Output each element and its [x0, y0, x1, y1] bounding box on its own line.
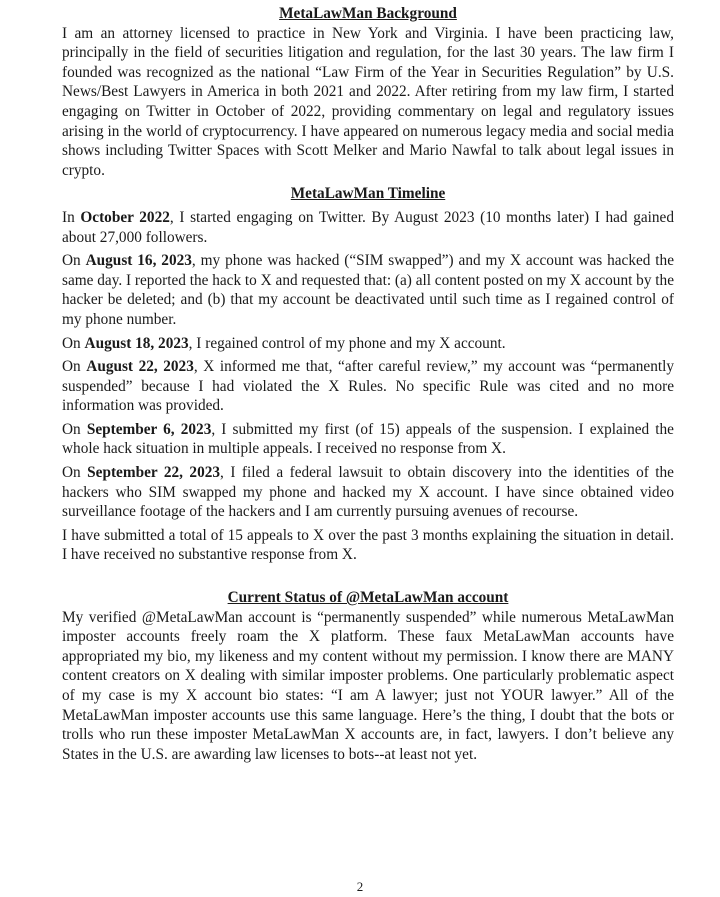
document-page [62, 4, 674, 764]
status-paragraph: My verified @MetaLawMan account is “permanently suspended” while numerous MetaLawMan imposter accounts freely roam the X platform. These faux MetaLawMan accounts have appropriated my bio, my likeness and my content without my permission. I know there are MANY content creators on X dealing with similar imposter problems. One particularly problematic aspect of my case is my X account bio states: “I am A lawyer; just not YOUR lawyer.” All of the MetaLawMan imposter accounts use this same language. Here’s the thing, I doubt that the bots or trolls who run these imposter MetaLawMan X accounts are, in fact, lawyers. I don’t believe any States in the U.S. are awarding law licenses to bots--at least not yet. [62, 608, 674, 763]
timeline-entry: On September 6, 2023, I submitted my first (of 15) appeals of the suspension. I explained the whole hack situation in multiple appeals. I received no response from X. [62, 420, 674, 458]
timeline-entry: On August 22, 2023, X informed me that, “after careful review,” my account was “permanently suspended” because I had violated the X Rules. No specific Rule was cited and no more information was provided. [62, 358, 675, 415]
timeline-entry: On August 18, 2023, I regained control of my phone and my X account. [62, 334, 506, 352]
timeline-date: October 2022 [80, 208, 170, 226]
background-heading: MetaLawMan Background [279, 5, 457, 22]
timeline-date: August 22, 2023 [86, 358, 194, 376]
timeline-entry: On September 22, 2023, I filed a federal lawsuit to obtain discovery into the identities of the hackers who SIM swapped my phone and hacked my X account. I have since obtained video surveillance footage of the hackers and I am currently pursuing avenues of recourse. [62, 464, 674, 521]
timeline-closing-paragraph: I have submitted a total of 15 appeals to X over the past 3 months explaining the situation in detail. I have received no substantive response from X. [62, 526, 674, 564]
timeline-entry: On August 16, 2023, my phone was hacked (“SIM swapped”) and my X account was hacked the same day. I reported the hack to X and requested that: (a) all content posted on my X account by the hacker be deleted; and (b) that my account be deactivated until such time as I regained control of my phone number. [62, 252, 674, 328]
status-heading: Current Status of @MetaLawMan account [227, 589, 509, 607]
timeline-date: August 18, 2023 [84, 334, 189, 352]
timeline-date: September 6, 2023 [86, 420, 212, 438]
timeline-date: September 22, 2023 [87, 464, 221, 482]
timeline-heading: MetaLawMan Timeline [290, 185, 446, 203]
page-number: 2 [356, 879, 364, 894]
background-paragraph: I am an attorney licensed to practice in New York and Virginia. I have been practicing law, principally in the field of securities litigation and regulation, for the last 30 years. The law firm I founded was recognized as the national “Law Firm of the Year in Securities Regulation” by U.S. News/Best Lawyers in America in both 2021 and 2022. After retiring from my law firm, I started engaging on Twitter in October of 2022, providing commentary on legal and regulatory issues arising in the world of cryptocurrency. I have appeared on numerous legacy media and social media shows including Twitter Spaces with Scott Melker and Mario Nawfal to talk about legal issues in crypto. [62, 24, 674, 179]
timeline-date: August 16, 2023 [85, 252, 192, 270]
timeline-entry: In October 2022, I started engaging on Twitter. By August 2023 (10 months later) I had gained about 27,000 followers. [62, 208, 674, 246]
